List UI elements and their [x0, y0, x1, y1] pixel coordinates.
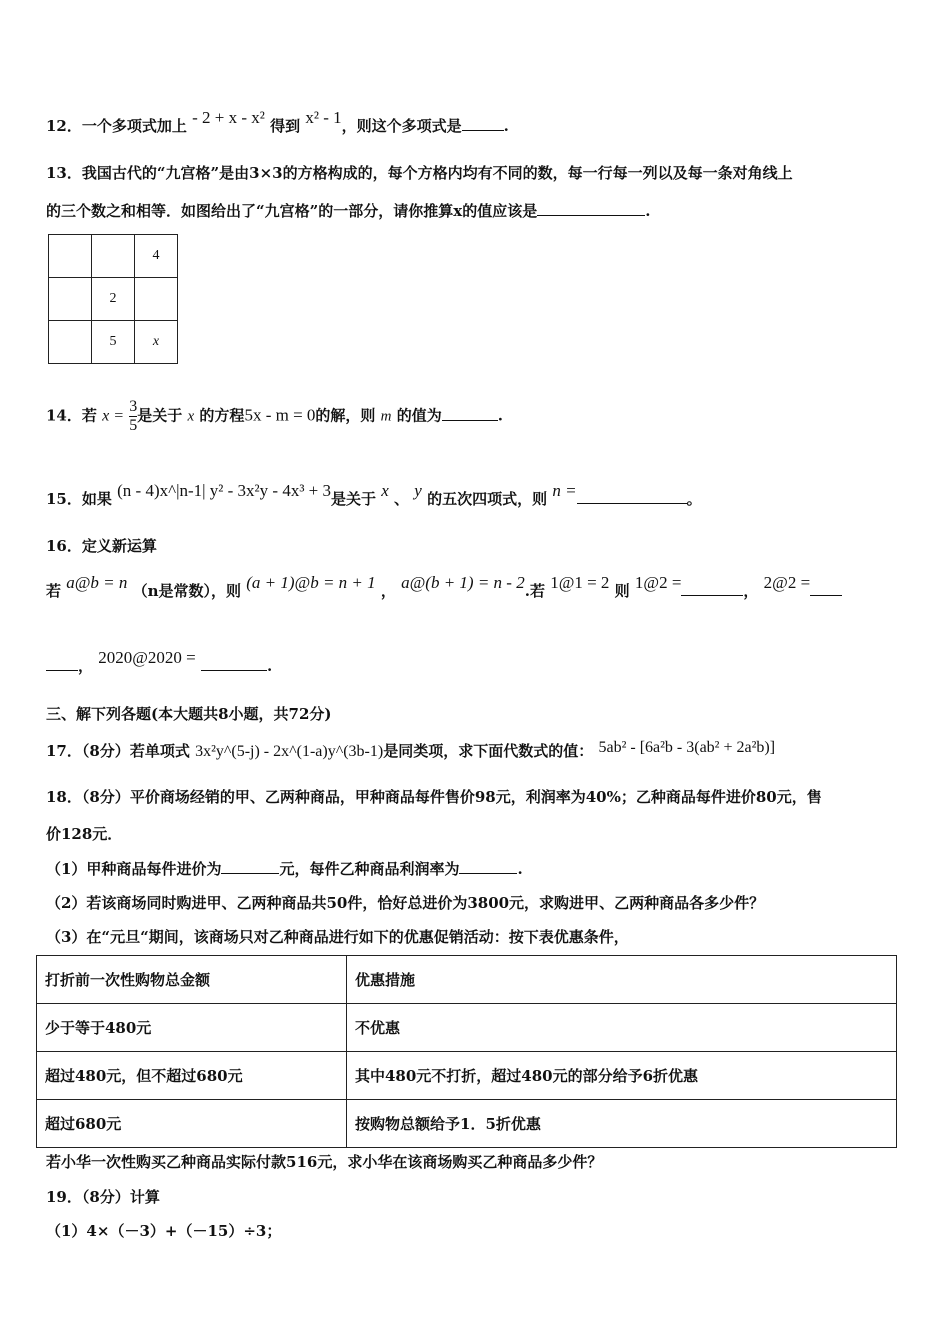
- question-14: [46, 398, 503, 435]
- answer-blank[interactable]: [681, 581, 743, 596]
- question-17: [46, 740, 775, 761]
- math-expression: 2020@2020 =: [98, 648, 196, 667]
- answer-blank[interactable]: [201, 656, 267, 671]
- table-row: [37, 1004, 897, 1052]
- question-18-part-1: [46, 858, 523, 879]
- answer-blank[interactable]: [810, 581, 842, 596]
- magic-square-grid: [48, 234, 178, 364]
- question-text: 则: [614, 582, 630, 600]
- question-number: 19．: [46, 1188, 82, 1206]
- question-text: 是同类项，求下面代数式的值：: [383, 742, 594, 760]
- question-text: 一个多项式加上: [81, 117, 187, 135]
- question-19-part-1: （1）4×（－3）+（－15）÷3；: [46, 1222, 282, 1240]
- answer-blank[interactable]: [221, 859, 279, 874]
- question-text: 我国古代的“九宫格”是由3×3的方格构成的，每个方格内均有不同的数，每一行每一列以及每一条对角线上: [81, 164, 793, 182]
- question-text: .若: [524, 582, 545, 600]
- answer-blank[interactable]: [46, 656, 78, 671]
- question-18-part-3: （3）在“元旦“期间，该商场只对乙种商品进行如下的优惠促销活动：按下表优惠条件，: [46, 928, 629, 946]
- question-number: 18．: [46, 788, 82, 806]
- question-16-line-3: [46, 648, 273, 676]
- question-text: （n是常数），则: [132, 582, 242, 600]
- question-19: [46, 1186, 160, 1207]
- question-points: （8分）: [81, 1188, 130, 1206]
- question-15: [46, 481, 702, 509]
- question-points: （8分）: [81, 742, 130, 760]
- table-header-row: [37, 956, 897, 1004]
- punctuation: ，: [743, 582, 759, 600]
- punctuation: .: [645, 202, 651, 220]
- table-header: 优惠措施: [347, 956, 897, 1004]
- question-12: [46, 108, 509, 136]
- question-13-line-1: [46, 162, 793, 183]
- table-cell: 少于等于480元: [37, 1004, 347, 1052]
- grid-cell: [135, 278, 178, 321]
- math-expression: 5x - m = 0: [244, 405, 316, 425]
- question-text: 若: [46, 582, 62, 600]
- question-16-title: [46, 535, 157, 556]
- answer-blank[interactable]: [537, 201, 645, 216]
- math-variable: x: [381, 481, 389, 500]
- grid-cell: x: [135, 321, 178, 364]
- question-text: （1）甲种商品每件进价为: [46, 860, 222, 878]
- answer-blank[interactable]: [577, 489, 687, 504]
- question-number: 14．: [46, 406, 82, 425]
- math-variable: y: [414, 481, 422, 500]
- math-variable: m: [380, 408, 392, 425]
- math-expression: n =: [552, 481, 577, 500]
- math-expression: 5ab² - [6a²b - 3(ab² + 2a²b)]: [598, 739, 776, 756]
- discount-table: [36, 955, 897, 1148]
- answer-blank[interactable]: [442, 406, 498, 421]
- punctuation: 。: [686, 490, 702, 508]
- fraction-denominator: 5: [129, 417, 138, 434]
- question-number: 12．: [46, 117, 82, 135]
- question-18-after-table: 若小华一次性购买乙种商品实际付款516元，求小华在该商场购买乙种商品多少件？: [46, 1153, 603, 1171]
- punctuation: ，: [380, 582, 396, 600]
- math-expression: (n - 4)x^|n-1| y² - 3x²y - 4x³ + 3: [117, 481, 332, 500]
- question-text: 若: [81, 406, 97, 425]
- grid-cell: [49, 321, 92, 364]
- math-expression: a@(b + 1) = n - 2: [401, 573, 525, 592]
- question-text: 元，每件乙种商品利润率为: [279, 860, 460, 878]
- fraction-numerator: 3: [129, 398, 138, 415]
- question-number: 15．: [46, 490, 82, 508]
- grid-cell: [49, 235, 92, 278]
- grid-cell: 4: [135, 235, 178, 278]
- table-cell: 不优惠: [347, 1004, 897, 1052]
- table-cell: 其中480元不打折，超过480元的部分给予6折优惠: [347, 1052, 897, 1100]
- math-expression: - 2 + x - x²: [192, 108, 265, 127]
- answer-blank[interactable]: [459, 859, 517, 874]
- table-header: 打折前一次性购物总金额: [37, 956, 347, 1004]
- answer-blank[interactable]: [462, 116, 504, 131]
- grid-cell: 2: [92, 278, 135, 321]
- question-text: 得到: [270, 117, 301, 135]
- math-expression: 2@2 =: [763, 573, 811, 592]
- question-text: ，则这个多项式是: [341, 117, 462, 135]
- question-text: 计算: [129, 1188, 160, 1206]
- table-cell: 超过680元: [37, 1100, 347, 1148]
- question-text: 的三个数之和相等．如图给出了“九宫格”的一部分，请你推算x的值应该是: [46, 202, 538, 220]
- question-13-line-2: [46, 200, 650, 221]
- section-title: 三、解下列各题(本大题共8小题，共72分): [46, 705, 332, 723]
- question-16-line-2: [46, 573, 842, 601]
- math-expression: 3x²y^(5-j) - 2x^(1-a)y^(3b-1): [195, 743, 384, 760]
- question-text: 如果: [81, 490, 112, 508]
- grid-cell: [92, 235, 135, 278]
- math-expression: a@b = n: [66, 573, 128, 592]
- table-cell: 超过480元，但不超过680元: [37, 1052, 347, 1100]
- punctuation: ，: [78, 657, 94, 675]
- punctuation: .: [517, 860, 523, 878]
- punctuation: .: [266, 657, 273, 675]
- table-row: [37, 1100, 897, 1148]
- question-text: 是关于: [137, 406, 183, 425]
- table-cell: 按购物总额给予1．5折优惠: [347, 1100, 897, 1148]
- question-points: （8分）: [81, 788, 130, 806]
- math-variable: x =: [102, 407, 125, 425]
- grid-cell: 5: [92, 321, 135, 364]
- math-expression: x² - 1: [305, 108, 342, 127]
- question-number: 17．: [46, 742, 82, 760]
- question-text: 定义新运算: [81, 537, 157, 555]
- math-expression: 1@2 =: [634, 573, 682, 592]
- punctuation: 、: [394, 490, 410, 508]
- question-text: 的方程: [199, 406, 245, 425]
- question-18-line-1: [46, 786, 822, 807]
- question-18-part-2: （2）若该商场同时购进甲、乙两种商品共50件，恰好总进价为3800元，求购进甲、乙两种商品各多少件？: [46, 894, 765, 912]
- question-text: 的五次四项式，则: [427, 490, 548, 508]
- punctuation: .: [497, 406, 503, 425]
- question-text: 平价商场经销的甲、乙两种商品，甲种商品每件售价98元，利润率为40%；乙种商品每件进价80元，售: [129, 788, 822, 806]
- math-expression: (a + 1)@b = n + 1: [246, 573, 376, 592]
- question-number: 16．: [46, 537, 82, 555]
- question-text: 的解，则: [315, 406, 376, 425]
- question-18-line-2: 价128元．: [46, 825, 123, 843]
- question-text: 是关于: [331, 490, 377, 508]
- question-number: 13．: [46, 164, 82, 182]
- math-variable: x: [187, 408, 195, 425]
- punctuation: .: [503, 117, 509, 135]
- question-text: 的值为: [396, 406, 442, 425]
- question-text: 若单项式: [129, 742, 190, 760]
- grid-cell: [49, 278, 92, 321]
- table-row: [37, 1052, 897, 1100]
- math-expression: 1@1 = 2: [550, 573, 610, 592]
